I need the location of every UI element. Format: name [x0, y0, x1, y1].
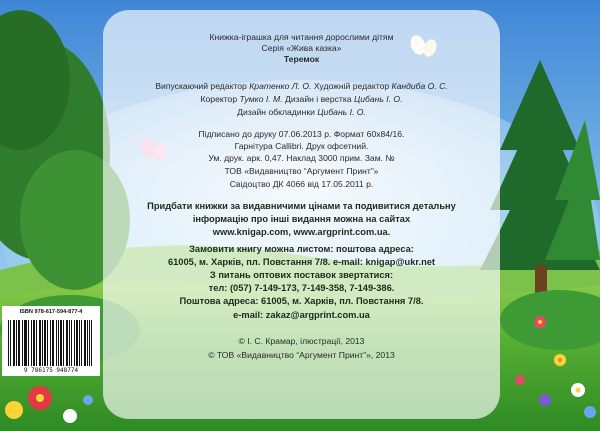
orders-wholesale: З питань оптових поставок звертатися:: [209, 270, 394, 280]
copyright-publisher: © ТОВ «Видавництво “Аргумент Принт”», 2013: [208, 350, 395, 360]
orders-email: e-mail: zakaz@argprint.com.ua: [233, 310, 370, 320]
orders-postal: Поштова адреса: 61005, м. Харків, пл. Повстання 7/8.: [179, 296, 424, 306]
series-description: Книжка-іграшка для читання дорослими дітям: [209, 32, 394, 42]
isbn-label: ISBN 978-617-594-877-4: [19, 309, 83, 315]
orders-line-2: інформацію про інші видання можна на сайтах: [192, 214, 411, 224]
credits-line-2: [103, 94, 500, 105]
print-font: Гарнітура Callibri. Друк офсетний.: [234, 141, 369, 151]
credit-label: Випускаючий редактор: [155, 81, 250, 91]
isbn-barcode-block: [2, 306, 100, 376]
barcode-icon: [8, 320, 94, 366]
publisher-name: ТОВ «Видавництво “Аргумент Принт”»: [224, 166, 379, 176]
credit-name: Кратенко Л. О.: [249, 81, 312, 91]
orders-address: 61005, м. Харків, пл. Повстання 7/8. e-mail: knigap@ukr.net: [167, 257, 436, 267]
credit-label: Коректор: [200, 94, 240, 104]
barcode-digits: 9 786175 948774: [23, 367, 79, 374]
print-sheets: Ум. друк. арк. 0,47. Наклад 3000 прим. Зам. №: [208, 153, 395, 163]
book-title: Теремок: [283, 54, 320, 64]
credits-line-1: [103, 81, 500, 92]
credits-line-3: [103, 107, 500, 118]
publisher-certificate: Свідоцтво ДК 4066 від 17.05.2011 р.: [229, 179, 374, 189]
credit-label: Художній редактор: [311, 81, 392, 91]
orders-websites: www.knigap.com, www.argprint.com.ua.: [212, 227, 391, 237]
credit-name: Цибань І. О.: [353, 94, 403, 104]
credit-label: Дизайн обкладинки: [237, 107, 318, 117]
credit-label: Дизайн і верстка: [282, 94, 354, 104]
orders-line-1: Придбати книжки за видавничими цінами та подивитися детальну: [147, 201, 456, 211]
credit-name: Тумко І. М.: [239, 94, 283, 104]
credit-name: Кандиба О. С.: [391, 81, 448, 91]
orders-line-4: Замовити книгу можна листом: поштова адреса:: [189, 244, 414, 254]
series-name: Серія «Жива казка»: [261, 43, 342, 53]
credit-name: Цибань І. О.: [317, 107, 366, 117]
copyright-illustrations: © І. С. Крамар, ілюстрації, 2013: [238, 336, 365, 346]
print-signed: Підписано до друку 07.06.2013 р. Формат 60х84/16.: [198, 129, 405, 139]
orders-phone: тел: (057) 7-149-173, 7-149-358, 7-149-386.: [208, 283, 395, 293]
